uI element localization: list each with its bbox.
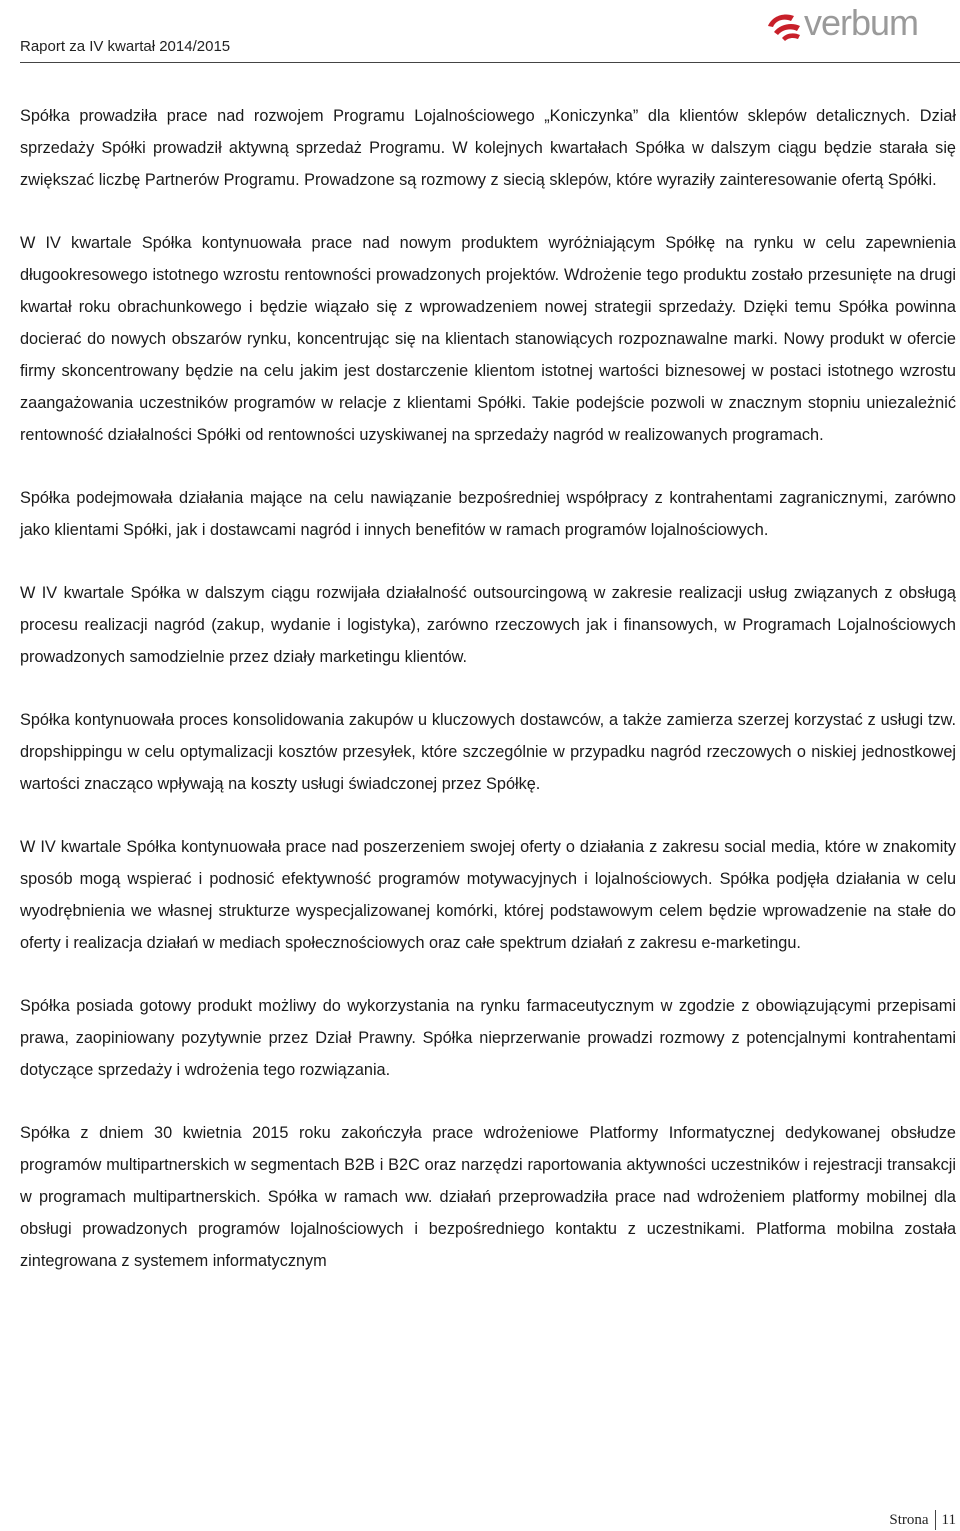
document-body (20, 100, 956, 1277)
header-divider (20, 62, 960, 63)
paragraph: Spółka z dniem 30 kwietnia 2015 roku zakończyła prace wdrożeniowe Platformy Informatycznej dedykowanej obsłudze programów multipartnerskich w segmentach B2B i B2C oraz narzędzi raportowania aktywności uczestników i rejestracji transakcji w programach multipartnerskich. Spółka w ramach ww. działań przeprowadziła prace nad wdrożeniem platformy mobilnej dla obsługi prowadzonych programów lojalnościowych i bezpośredniego kontaktu z uczestnikami. Platforma mobilna została zintegrowana z systemem informatycznym (20, 1124, 956, 1270)
report-title: Raport za IV kwartał 2014/2015 (20, 38, 231, 55)
paragraph: Spółka prowadziła prace nad rozwojem Programu Lojalnościowego „Koniczynka” dla klientów sklepów detalicznych. Dział sprzedaży Spółki prowadził aktywną sprzedaż Programu. W kolejnych kwartałach Spółka w dalszym ciągu będzie starała się zwiększać liczbę Partnerów Programu. Prowadzone są rozmowy z siecią sklepów, które wyraziły zainteresowanie ofertą Spółki. (20, 107, 956, 189)
page-footer (889, 1509, 956, 1531)
paragraph: W IV kwartale Spółka w dalszym ciągu rozwijała działalność outsourcingową w zakresie realizacji usług związanych z obsługą procesu realizacji nagród (zakup, wydanie i logistyka), zarówno rzeczowych jak i finansowych, w Programach Lojalnościowych prowadzonych samodzielnie przez działy marketingu klientów. (20, 584, 956, 666)
verbum-logo-mark (768, 14, 800, 41)
paragraph: Spółka podejmowała działania mające na celu nawiązanie bezpośredniej współpracy z kontrahentami zagranicznymi, zarówno jako klientami Spółki, jak i dostawcami nagród i innych benefitów w ramach programów lojalnościowych. (20, 489, 956, 539)
page-label: Strona (889, 1511, 929, 1528)
footer-separator (935, 1510, 936, 1530)
paragraph: Spółka kontynuowała proces konsolidowania zakupów u kluczowych dostawców, a także zamierza szerzej korzystać z usługi tzw. dropshippingu w celu optymalizacji kosztów przesyłek, które szczególnie w przypadku nagród rzeczowych o niskiej jednostkowej wartości znacząco wpływają na koszty usługi świadczonej przez Spółkę. (20, 711, 956, 793)
verbum-logo (764, 2, 960, 48)
logo-wordmark: verbum (804, 2, 919, 43)
paragraph: Spółka posiada gotowy produkt możliwy do wykorzystania na rynku farmaceutycznym w zgodzie z obowiązującymi przepisami prawa, zaopiniowany pozytywnie przez Dział Prawny. Spółka nieprzerwanie prowadzi rozmowy z potencjalnymi kontrahentami dotyczące sprzedaży i wdrożenia tego rozwiązania. (20, 997, 956, 1079)
page-header (0, 0, 960, 70)
paragraph: W IV kwartale Spółka kontynuowała prace nad poszerzeniem swojej oferty o działania z zakresu social media, które w znakomity sposób mogą wspierać i podnosić efektywność programów motywacyjnych i lojalnościowych. Spółka podjęła działania w celu wyodrębnienia we własnej strukturze wyspecjalizowanej komórki, której podstawowym celem będzie wprowadzenie na stałe do oferty i realizacja działań w mediach społecznościowych oraz całe spektrum działań z zakresu e-marketingu. (20, 838, 956, 952)
paragraph: W IV kwartale Spółka kontynuowała prace nad nowym produktem wyróżniającym Spółkę na rynku w celu zapewnienia długookresowego istotnego wzrostu rentowności prowadzonych projektów. Wdrożenie tego produktu zostało przesunięte na drugi kwartał roku obrachunkowego i będzie wiązało się z wprowadzeniem nowej strategii sprzedaży. Dzięki temu Spółka powinna docierać do nowych obszarów rynku, koncentrując się na klientach stanowiących rozpoznawalne marki. Nowy produkt w ofercie firmy skoncentrowany będzie na celu jakim jest dostarczenie klientom istotnej wartości biznesowej w postaci istotnego wzrostu zaangażowania uczestników programów w relacje z klientami Spółki. Takie podejście pozwoli w znacznym stopniu uniezależnić rentowność działalności Spółki od rentowności uzyskiwanej na sprzedaży nagród w realizowanych programach. (20, 234, 956, 444)
page-number: 11 (941, 1511, 956, 1528)
